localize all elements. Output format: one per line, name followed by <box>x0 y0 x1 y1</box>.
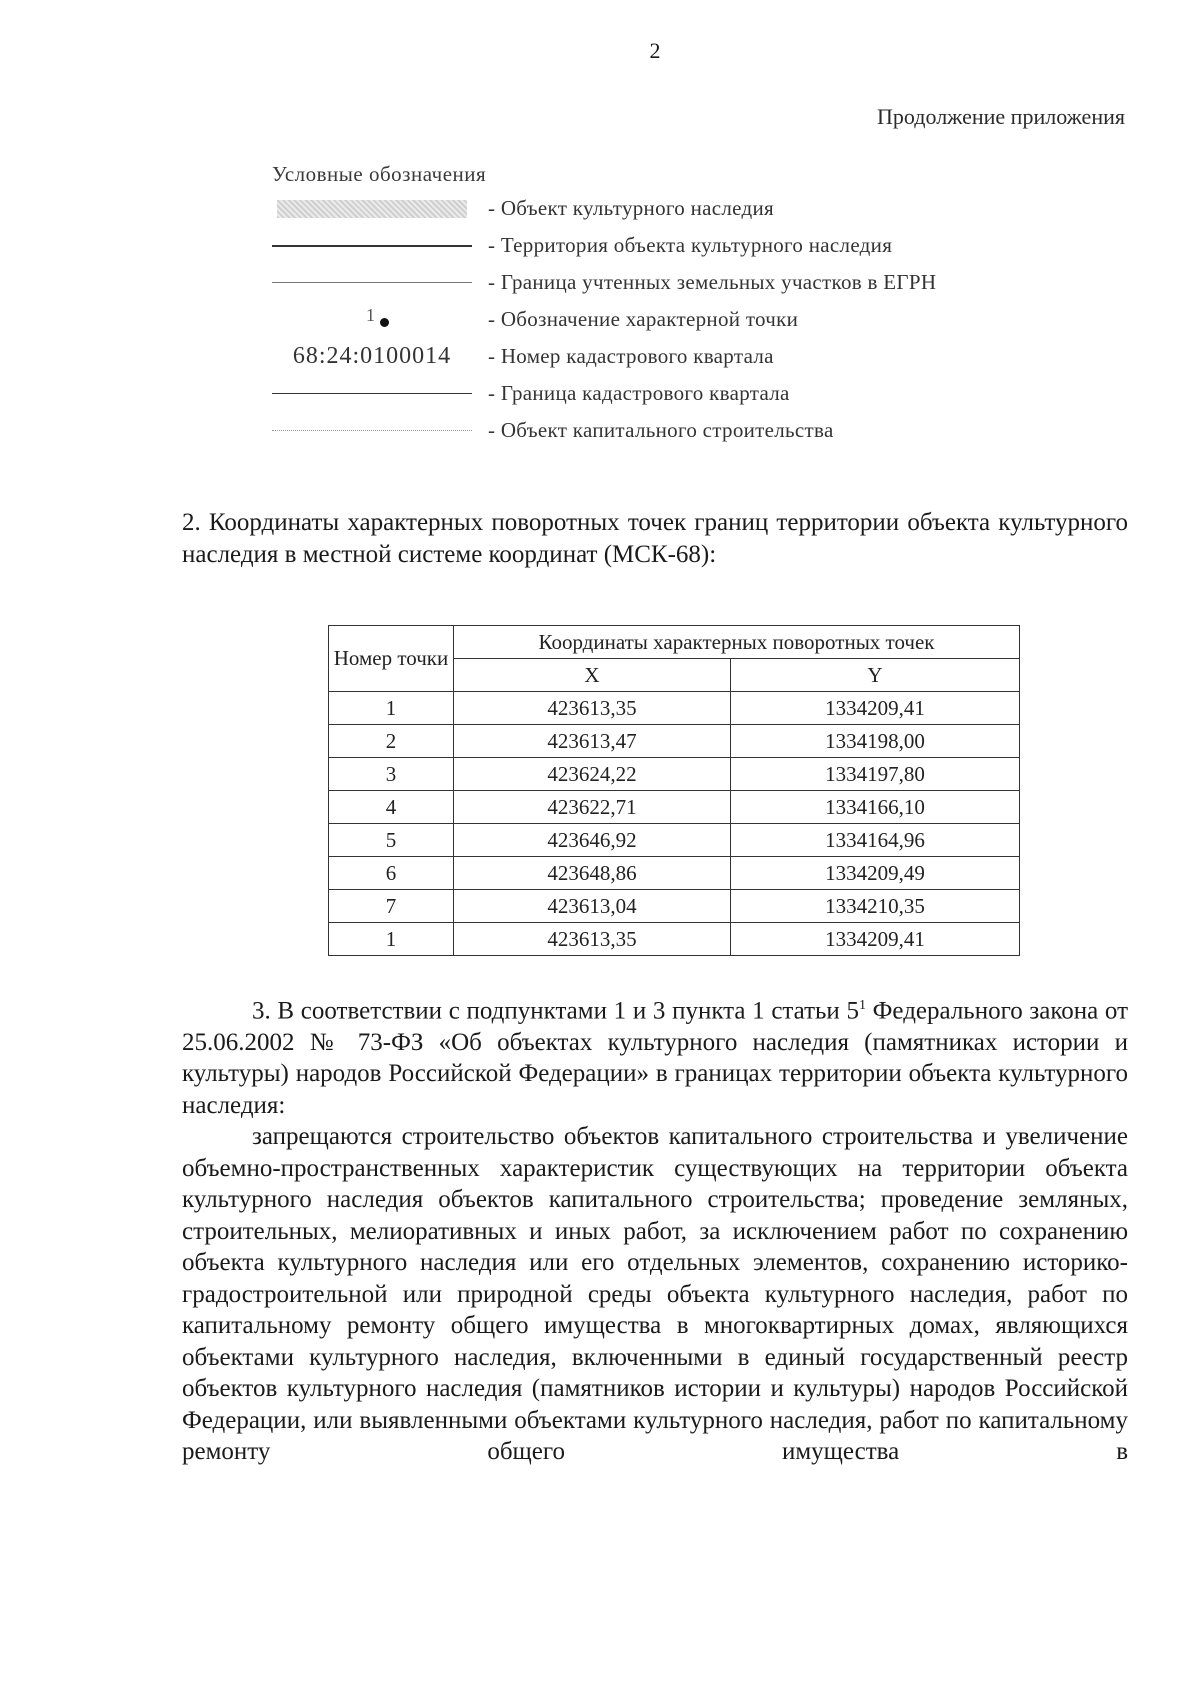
header-coordinates: Координаты характерных поворотных точек <box>454 626 1020 659</box>
section-3-paragraph <box>182 990 1128 1468</box>
article-superscript: 1 <box>859 998 866 1013</box>
faint-line-swatch <box>272 416 472 446</box>
legend-row-heritage-object <box>272 190 936 227</box>
y-cell: 1334210,35 <box>731 890 1020 923</box>
point-number-cell: 4 <box>329 791 454 824</box>
point-number-cell: 7 <box>329 890 454 923</box>
legend-row-point <box>272 301 936 338</box>
table-row <box>329 725 1020 758</box>
hatch-swatch <box>272 194 472 224</box>
point-number-cell: 1 <box>329 692 454 725</box>
continuation-label: Продолжение приложения <box>877 104 1125 129</box>
thin-line-swatch <box>272 268 472 298</box>
legend-label: - Объект капитального строительства <box>488 418 834 442</box>
table-row <box>329 923 1020 956</box>
legend-row-territory <box>272 227 936 264</box>
table-row <box>329 791 1020 824</box>
y-cell: 1334209,41 <box>731 692 1020 725</box>
header-point-number: Номер точки <box>329 626 454 692</box>
legend-row-cadastral-number <box>272 338 936 375</box>
point-number-cell: 5 <box>329 824 454 857</box>
table-row <box>329 692 1020 725</box>
section-3-intro-start: 3. В соответствии с подпунктами 1 и 3 пункта 1 статьи 5 <box>252 997 859 1025</box>
page-number: 2 <box>649 38 661 63</box>
x-cell: 423622,71 <box>454 791 731 824</box>
y-cell: 1334209,49 <box>731 857 1020 890</box>
header-y: Y <box>731 659 1020 692</box>
table-row <box>329 824 1020 857</box>
cadastral-code-swatch <box>272 342 472 372</box>
cadastral-code: 68:24:0100014 <box>292 343 452 369</box>
x-cell: 423648,86 <box>454 857 731 890</box>
section-2-text: Координаты характерных поворотных точек границ территории объекта культурного наследия в местной системе координат (МСК-68): <box>182 509 1128 568</box>
table-row <box>329 890 1020 923</box>
legend-label: - Обозначение характерной точки <box>488 307 799 331</box>
legend-label: - Территория объекта культурного наследия <box>488 233 893 257</box>
point-number-cell: 2 <box>329 725 454 758</box>
y-cell: 1334166,10 <box>731 791 1020 824</box>
legend-label: - Граница учтенных земельных участков в ЕГРН <box>488 270 937 294</box>
legend <box>272 162 936 449</box>
header-x: X <box>454 659 731 692</box>
table-row <box>329 857 1020 890</box>
x-cell: 423613,35 <box>454 692 731 725</box>
x-cell: 423613,04 <box>454 890 731 923</box>
y-cell: 1334197,80 <box>731 758 1020 791</box>
legend-row-cadastral-boundary <box>272 375 936 412</box>
x-cell: 423624,22 <box>454 758 731 791</box>
coordinates-table <box>328 625 1020 956</box>
section-2-heading <box>182 507 1128 571</box>
section-3-intro <box>182 990 1128 1121</box>
legend-label: - Номер кадастрового квартала <box>488 344 774 368</box>
section-3-prohibitions: запрещаются строительство объектов капитального строительства и увеличение объемно-пространственных характеристик существующих на территории объекта культурного наследия объектов капитального строительства; проведение земляных, строительных, мелиоративных и иных работ, за исключением работ по сохранению объекта культурного наследия или его отдельных элементов, сохранению историко-градостроительной или природной среды объекта культурного наследия, работ по капитальному ремонту общего имущества в многоквартирных домах, являющихся объектами культурного наследия, включенными в единый государственный реестр объектов культурного наследия (памятников истории и культуры) народов Российской Федерации, или выявленными объектами культурного наследия, работ по капитальному ремонту общего имущества в <box>182 1123 1128 1466</box>
legend-row-land-plots <box>272 264 936 301</box>
legend-label: - Объект культурного наследия <box>488 196 775 220</box>
y-cell: 1334198,00 <box>731 725 1020 758</box>
point-number-cell: 3 <box>329 758 454 791</box>
legend-row-capital-object <box>272 412 936 449</box>
table-row <box>329 758 1020 791</box>
point-number: 1 <box>366 304 375 325</box>
table-header-row <box>329 626 1020 659</box>
dark-line-swatch <box>272 231 472 261</box>
point-number-cell: 1 <box>329 923 454 956</box>
x-cell: 423646,92 <box>454 824 731 857</box>
point-number-cell: 6 <box>329 857 454 890</box>
section-2-number: 2. <box>182 509 201 536</box>
section-3-intro-end: Федерального закона от 25.06.2002 № 73-ФЗ «Об объектах культурного наследия (памятниках истории и культуры) народов Российской Федерации» в границах территории объекта культурного наследия: <box>182 997 1128 1119</box>
legend-label: - Граница кадастрового квартала <box>488 381 790 405</box>
x-cell: 423613,47 <box>454 725 731 758</box>
boundary-line-swatch <box>272 379 472 409</box>
point-marker-icon <box>272 305 472 335</box>
legend-title: Условные обозначения <box>272 162 487 186</box>
x-cell: 423613,35 <box>454 923 731 956</box>
y-cell: 1334164,96 <box>731 824 1020 857</box>
y-cell: 1334209,41 <box>731 923 1020 956</box>
